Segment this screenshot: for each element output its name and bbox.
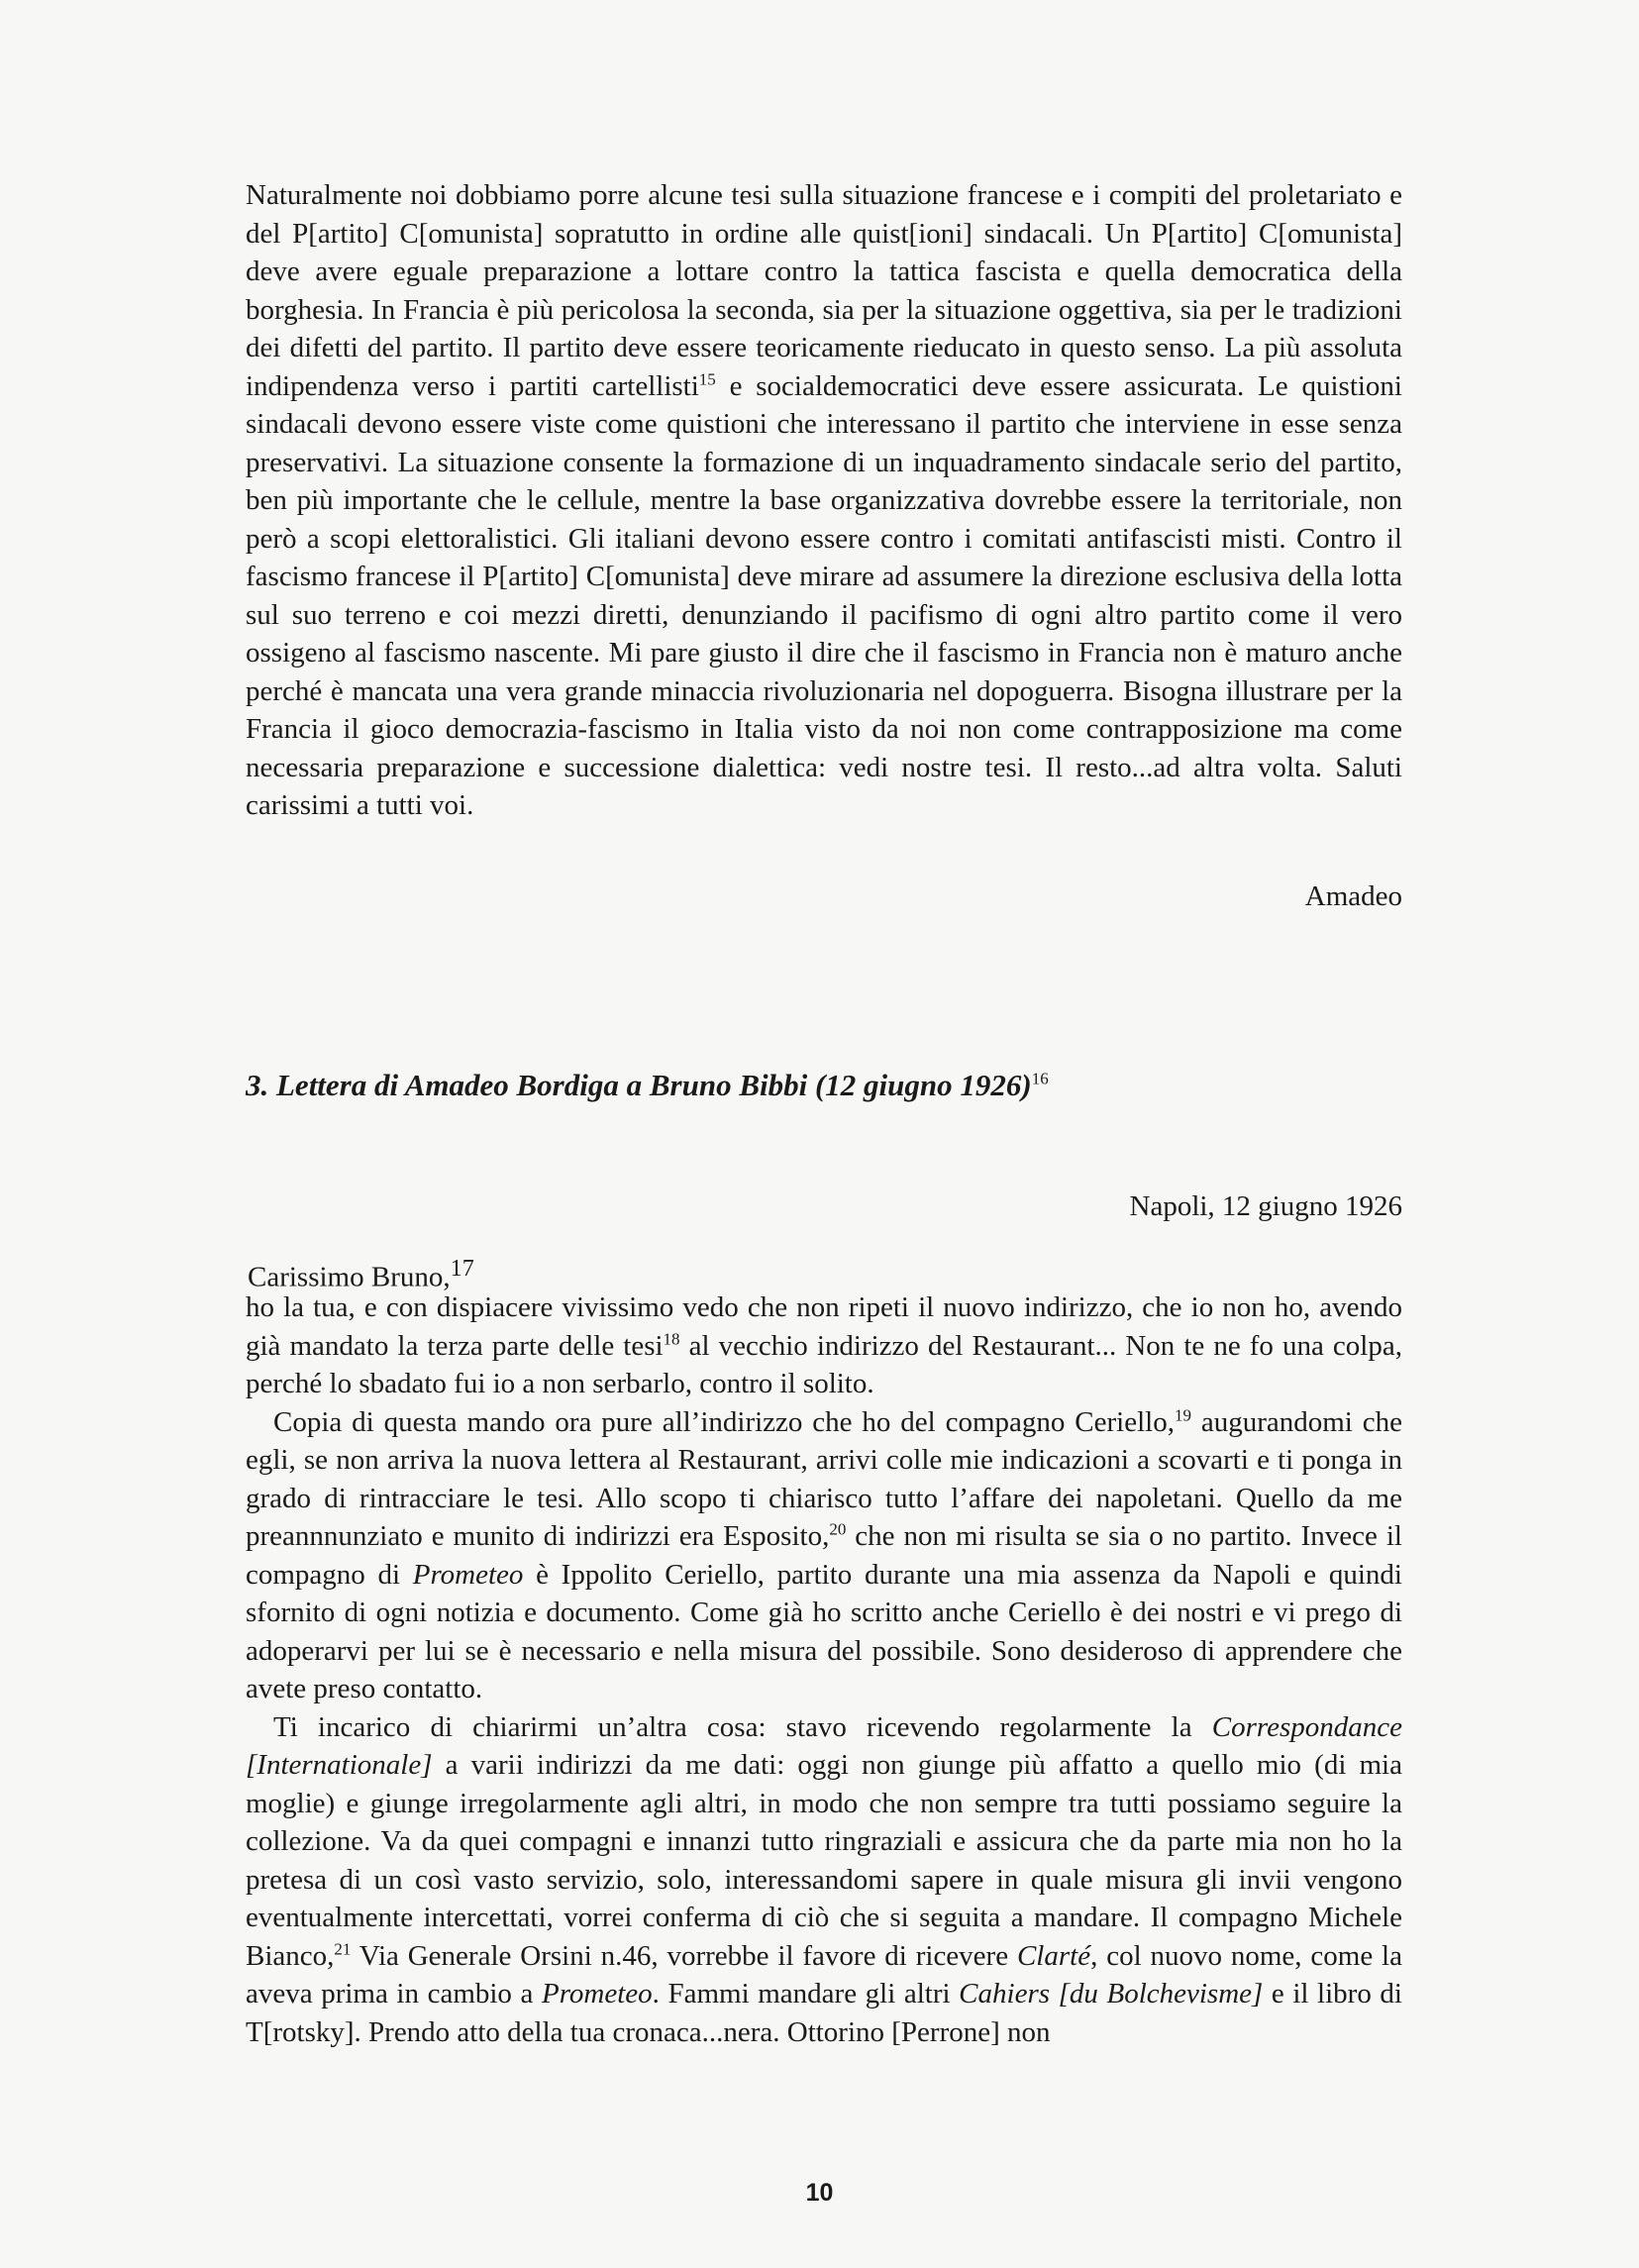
letter-paragraph-1: ho la tua, e con dispiacere vivissimo vedo che non ripeti il nuovo indirizzo, che io non ho, avendo già mandato la terza parte delle tesi$^{18}$ al vecchio indirizzo del Restaurant... Non te ne fo una colpa, perché lo sbadato fui io a non serbarlo, contro il solito. — [246, 1291, 1402, 1399]
paragraph-text-continued: e socialdemocratici deve essere assicurata. Le quistioni sindacali devono essere viste come quistioni che interessano il partito che interviene in esse senza preservativi. La situazione consente la formazione di un inquadramento sindacale serio del partito, ben più importante che le cellule, mentre la base organizzativa dovrebbe essere la territoriale, non però a scopi elettoralistici. Gli italiani devono essere contro i comitati antifascisti misti. Contro il fascismo francese il P[artito] C[omunista] deve mirare ad assumere la direzione esclusiva della lotta sul suo terreno e coi mezzi diretti, denunziando il pacifismo di ogni altro partito come il vero ossigeno al fascismo nascente. Mi pare giusto il dire che il fascismo in Francia non è maturo anche perché è mancata una vera grande minaccia rivoluzionaria nel dopoguerra. Bisogna illustrare per la Francia il gioco democrazia-fascismo in Italia visto da noi non come contrapposizione ma come necessaria preparazione e successione dialettica: vedi nostre tesi. Il resto...ad altra volta. Saluti carissimi a tutti voi. — [246, 369, 1402, 821]
footnote-ref-21: 21 — [334, 1938, 352, 1958]
letter-body — [246, 1289, 1402, 2051]
letter-paragraph-2: Copia di questa mando ora pure all’indirizzo che ho del compagno Ceriello,$^{19}$ augurandomi che egli, se non arriva la nuova lettera al Restaurant, arrivi colle mie indicazioni a scovarti e ti ponga in grado di rintracciare le tesi. Allo scopo ti chiarisco tutto l’affare dei napoletani. Quello da me preannnunziato e munito di indirizzi era Esposito,$^{20}$ che non mi risulta se sia o no partito. Invece il compagno di Prometeo è Ippolito Ceriello, partito durante una mia assenza da Napoli e quindi sfornito di ogni notizia e documento. Come già ho scritto anche Ceriello è dei nostri e vi prego di adoperarvi per lui se è necessario e nella misura del possibile. Sono desideroso di apprendere che avete preso contatto. — [246, 1404, 1402, 1704]
salutation-text: Carissimo Bruno, — [248, 1261, 451, 1293]
letter-dateline: Napoli, 12 giugno 1926 — [1129, 1190, 1402, 1222]
section-heading-text: 3. Lettera di Amadeo Bordiga a Bruno Bibbi (12 giugno 1926) — [246, 1068, 1032, 1102]
letter-paragraph-3: Ti incarico di chiarirmi un’altra cosa: stavo ricevendo regolarmente la Correspondance [Internationale] a varii indirizzi da me dati: oggi non giunge più affatto a quello mio (di mia moglie) e giunge irregolarmente agli altri, in modo che non sempre tra tutti possiamo seguire la collezione. Va da quei compagni e innanzi tutto ringraziali e assicura che da parte mia non ho la pretesa di un così vasto servizio, solo, interessandomi sapere in quale misura gli invii vengono eventualmente intercettati, vorrei conferma di ciò che si seguita a mandare. Il compagno Michele Bianco,$^{21}$ Via Generale Orsini n.46, vorrebbe il favore di ricevere Clarté, col nuovo nome, come la aveva prima in cambio a Prometeo. Fammi mandare gli altri Cahiers [du Bolchevisme] e il libro di T[rotsky]. Prendo atto della tua cronaca...nera. Ottorino [Perrone] non — [246, 1710, 1402, 2048]
footnote-ref-20: 20 — [829, 1519, 847, 1539]
page-number: 10 — [805, 2179, 834, 2207]
letter-continuation-paragraph — [246, 176, 1402, 825]
footnote-ref-18: 18 — [663, 1328, 680, 1348]
section-heading — [246, 1066, 1049, 1105]
paragraph-text: Naturalmente noi dobbiamo porre alcune tesi sulla situazione francese e i compiti del proletariato e del P[artito] C[omunista] sopratutto in ordine alle quist[ioni] sindacali. Un P[artito] C[omunista] deve avere eguale preparazione a lottare contro la tattica fascista e quella democratica della borghesia. In Francia è più pericolosa la seconda, sia per la situazione oggettiva, sia per le tradizioni dei difetti del partito. Il partito deve essere teoricamente rieducato in questo senso. La più assoluta indipendenza verso i partiti cartellisti — [246, 179, 1402, 402]
footnote-ref-19: 19 — [1174, 1404, 1191, 1424]
footnote-ref-17: 17 — [450, 1255, 474, 1282]
footnote-ref-16: 16 — [1031, 1069, 1049, 1088]
footnote-ref-15: 15 — [698, 368, 716, 388]
signature: Amadeo — [1304, 880, 1402, 912]
